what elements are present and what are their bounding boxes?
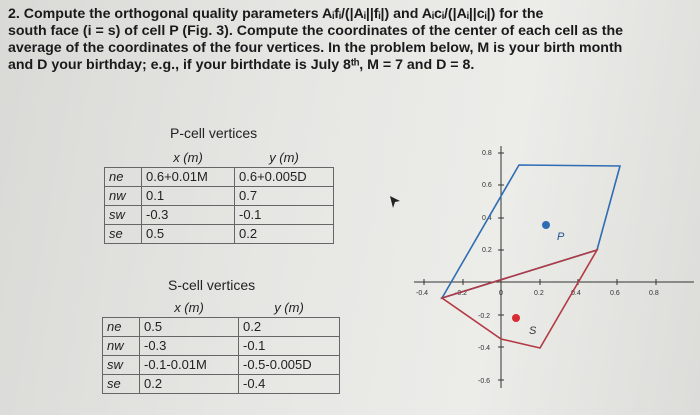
problem-statement	[8, 6, 688, 74]
s-cell-label: S	[529, 325, 537, 337]
p-cell-label: P	[557, 231, 565, 243]
table-row	[105, 168, 334, 187]
x-tick-label: 0.8	[649, 290, 659, 297]
y-tick-label: -0.2	[478, 313, 491, 320]
row-label: se	[103, 375, 140, 394]
y-value: -0.5-0.005D	[239, 356, 340, 375]
y-header: y (m)	[269, 150, 299, 165]
y-value: 0.7	[235, 187, 334, 206]
y-value: 0.2	[239, 318, 340, 337]
row-label: nw	[105, 187, 142, 206]
x-tick-label: -0.4	[416, 290, 429, 297]
y-tick-label: 0.6	[482, 182, 492, 189]
x-value: 0.1	[142, 187, 235, 206]
y-value: 0.2	[235, 225, 334, 244]
x-value: -0.3	[142, 206, 235, 225]
p-cell-outline	[442, 165, 620, 298]
table-header-row	[105, 149, 334, 168]
problem-line-2: south face (i = s) of cell P (Fig. 3). Compute the coordinates of the center of each cell as the	[8, 23, 624, 39]
s-cell-center-marker	[512, 314, 520, 322]
axis-ticks	[424, 153, 656, 380]
table-row	[105, 206, 334, 225]
y-tick-label: -0.4	[478, 345, 491, 352]
x-header: x (m)	[173, 150, 203, 165]
table-row	[105, 225, 334, 244]
x-tick-label: -0.2	[455, 290, 468, 297]
table-row	[103, 318, 340, 337]
row-label: sw	[103, 356, 140, 375]
table-header-row	[103, 299, 340, 318]
row-label: se	[105, 225, 142, 244]
y-tick-label: 0.8	[482, 150, 492, 157]
table-row	[103, 356, 340, 375]
problem-line-4: and D your birthday; e.g., if your birthdate is July 8ᵗʰ, M = 7 and D = 8.	[8, 57, 475, 73]
x-header: x (m)	[174, 300, 204, 315]
y-value: -0.1	[235, 206, 334, 225]
y-value: -0.1	[239, 337, 340, 356]
row-label: ne	[105, 168, 142, 187]
table-row	[105, 187, 334, 206]
s-table-title: S-cell vertices	[168, 277, 256, 293]
y-tick-label: 0.4	[482, 215, 492, 222]
x-value: 0.2	[140, 375, 239, 394]
p-cell-vertices-table	[104, 149, 334, 244]
row-label: sw	[105, 206, 142, 225]
row-label: nw	[103, 337, 140, 356]
s-cell-vertices-table	[102, 299, 340, 394]
table-row	[103, 337, 340, 356]
x-value: 0.5	[140, 318, 239, 337]
p-table-title: P-cell vertices	[170, 125, 258, 141]
x-value: 0.6+0.01M	[142, 168, 235, 187]
y-tick-label: 0.2	[482, 247, 492, 254]
y-value: -0.4	[239, 375, 340, 394]
x-value: -0.3	[140, 337, 239, 356]
x-value: 0.5	[142, 225, 235, 244]
x-tick-label: 0.6	[610, 290, 620, 297]
p-cell-center-marker	[542, 221, 550, 229]
problem-line-1: 2. Compute the orthogonal quality parameters Aᵢfᵢ/(|Aᵢ||fᵢ|) and Aᵢcᵢ/(|Aᵢ||cᵢ|) for the	[8, 6, 544, 22]
x-tick-label: 0.4	[571, 290, 581, 297]
x-value: -0.1-0.01M	[140, 356, 239, 375]
row-label: ne	[103, 318, 140, 337]
x-tick-label: 0	[499, 290, 503, 297]
y-header: y (m)	[274, 300, 304, 315]
table-row	[103, 375, 340, 394]
mesh-figure	[400, 140, 700, 390]
problem-line-3: average of the coordinates of the four vertices. In the problem below, M is your birth month	[8, 40, 623, 56]
y-value: 0.6+0.005D	[235, 168, 334, 187]
s-cell-outline	[442, 250, 597, 348]
y-tick-label: -0.6	[478, 378, 491, 385]
x-tick-label: 0.2	[534, 290, 544, 297]
